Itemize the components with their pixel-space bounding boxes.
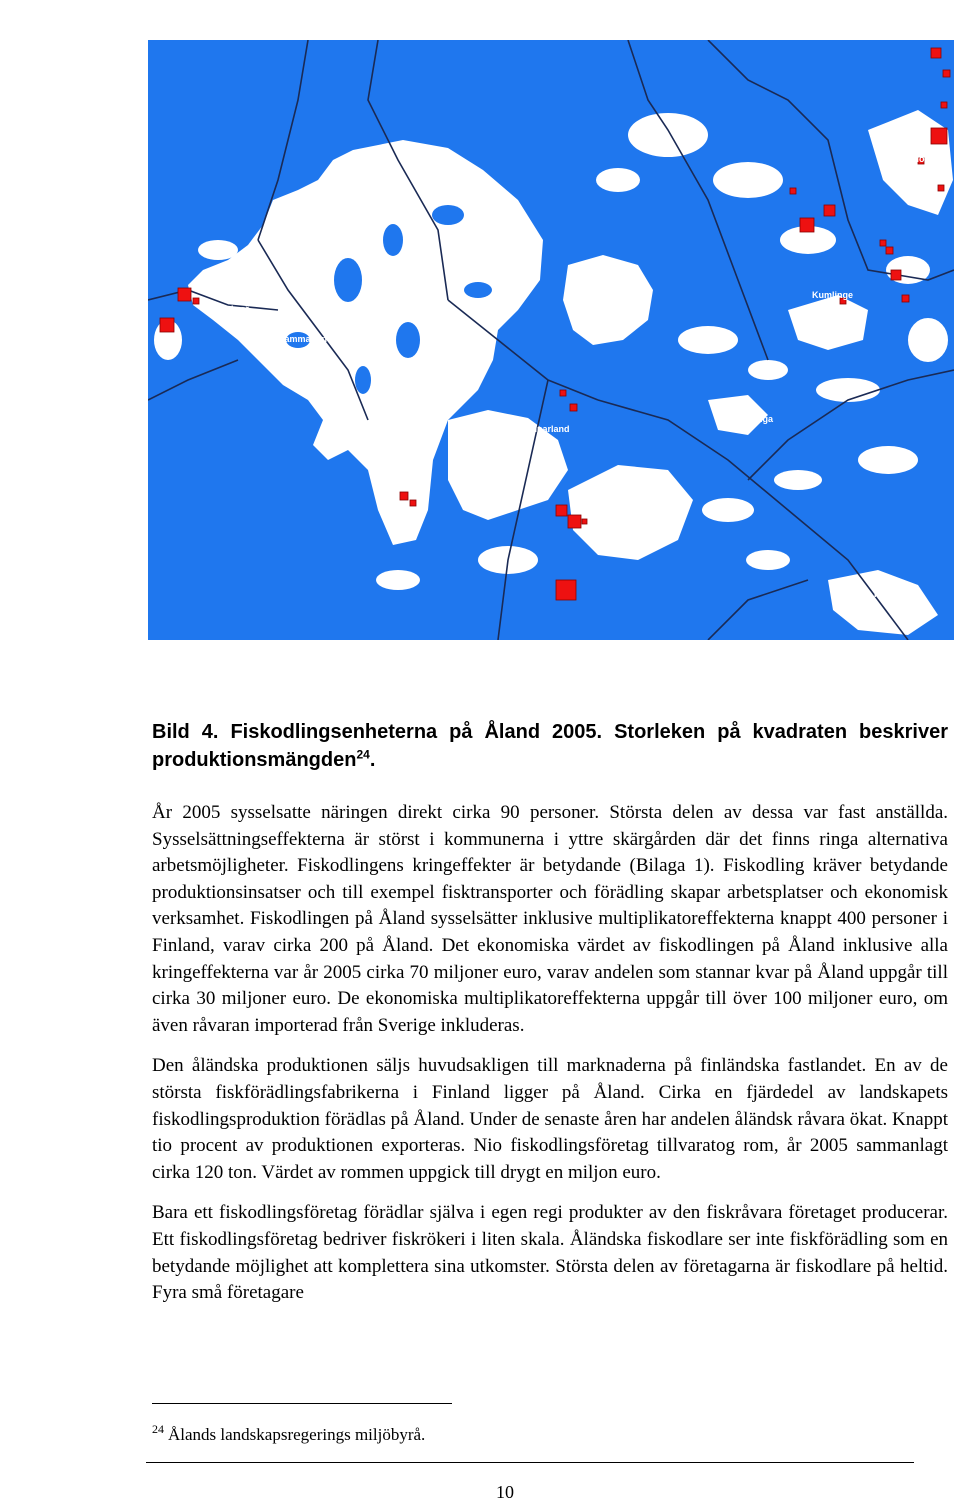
farm-marker bbox=[891, 270, 901, 280]
farm-marker bbox=[931, 128, 947, 144]
caption-footnote-ref: 24 bbox=[356, 747, 370, 762]
caption-text: Bild 4. Fiskodlingsenheterna på Åland 2005. Storleken på kvadraten beskriver produktionsmängden bbox=[152, 721, 948, 771]
paragraph: Den åländska produktionen säljs huvudsakligen till marknaderna på finländska fastlandet. En av de största fiskförädlingsfabrikerna i Finland ligger på Åland. Cirka en fjärdedel av landskapets fiskodlingsproduktion förädlas på Åland. Under de senaste åren har andelen åländsk råvara ökat. Knappt tio procent av produktionen exporteras. Nio fiskodlingsföretag tillvaratog rom, år 2005 sammanlagt cirka 120 ton. Värdet av rommen uppgick till drygt en miljon euro. bbox=[152, 1055, 948, 1183]
farm-marker bbox=[568, 515, 581, 528]
farm-marker bbox=[556, 505, 567, 516]
label-saltvik: Saltvik bbox=[476, 242, 506, 252]
farm-marker bbox=[941, 102, 947, 108]
label-lemland: Lemland bbox=[464, 491, 502, 501]
farm-marker bbox=[880, 240, 886, 246]
label-hammarland: Hammarland bbox=[278, 334, 333, 344]
body-text bbox=[152, 800, 948, 1321]
label-lumparland: Lumparland bbox=[518, 424, 570, 434]
footnote-text: Ålands landskapsregerings miljöbyrå. bbox=[168, 1425, 426, 1444]
label-jomala: Jomala bbox=[373, 375, 405, 385]
farm-marker bbox=[400, 492, 408, 500]
page-footer-rule bbox=[146, 1462, 914, 1463]
paragraph: År 2005 sysselsatte näringen direkt cirka 90 personer. Största delen av dessa var fast anställda. Sysselsättningseffekterna är störst i kommunerna i yttre skärgården där det finns ringa alternativa arbetsmöjligheter. Fiskodlingens kringeffekter är betydande (Bilaga 1). Fiskodling kräver betydande produktionsinsatser och till exempel fisktransporter och förädling skapar arbetsplatser och ekonomisk verksamhet. Fiskodlingen på Åland sysselsätter inklusive multiplikatoreffekterna knappt 400 personer i Finland, varav cirka 200 på Åland. Det ekonomiska värdet av fiskodlingen på Åland inklusive alla kringeffekterna var år 2005 cirka 70 miljoner euro, varav andelen som stannar kvar på Åland uppgår till cirka 30 miljoner euro. De ekonomiska multiplikatoreffekterna uppgår till över 100 miljoner euro, om även råvaran importerad från Sverige inkluderas. bbox=[152, 802, 948, 1036]
farm-marker bbox=[193, 298, 199, 304]
footnote-number: 24 bbox=[152, 1422, 164, 1437]
farm-marker bbox=[560, 390, 566, 396]
figure-caption bbox=[152, 718, 948, 774]
label-kokar: Kökar bbox=[874, 589, 900, 599]
farm-marker bbox=[410, 500, 416, 506]
label-sottunga: Sottunga bbox=[734, 414, 773, 424]
page-number: 10 bbox=[496, 1482, 514, 1502]
farm-marker bbox=[570, 404, 577, 411]
footnote-separator bbox=[152, 1403, 452, 1404]
label-eckero: Eckerö bbox=[220, 304, 251, 314]
farm-marker bbox=[160, 318, 174, 332]
label-mariehamn: Mariehamn bbox=[370, 436, 418, 446]
farm-marker bbox=[800, 218, 814, 232]
label-finstrom: Finström bbox=[366, 290, 405, 300]
farm-marker bbox=[790, 188, 796, 194]
paragraph: Bara ett fiskodlingsföretag förädlar själva i egen regi produkter av den fiskråvara företaget producerar. Ett fiskodlingsföretag bedriver fiskrökeri i liten skala. Åländska fiskodlare ser inte fiskförädling som en betydande möjlighet att komplettera sina utkomster. Största delen av företagarna är fiskodlare på heltid. Fyra små företagare bbox=[152, 1202, 948, 1304]
label-brando: Brändö bbox=[893, 154, 925, 164]
aland-map-figure bbox=[148, 40, 954, 640]
farm-marker bbox=[938, 185, 944, 191]
farm-marker bbox=[582, 519, 587, 524]
caption-end: . bbox=[369, 749, 376, 771]
farm-marker bbox=[824, 205, 835, 216]
label-foglo: Föglö bbox=[598, 530, 623, 540]
farm-marker bbox=[178, 288, 191, 301]
footnote bbox=[152, 1422, 426, 1445]
aland-map bbox=[148, 40, 954, 640]
farm-marker bbox=[943, 70, 950, 77]
label-kumlinge: Kumlinge bbox=[812, 290, 854, 300]
label-vardo: Vårdö bbox=[592, 294, 618, 304]
farm-marker bbox=[886, 247, 893, 254]
farm-marker bbox=[556, 580, 576, 600]
farm-marker bbox=[902, 295, 909, 302]
label-sund: Sund bbox=[480, 315, 503, 325]
farm-marker bbox=[931, 48, 941, 58]
label-geta: Geta bbox=[368, 172, 389, 182]
